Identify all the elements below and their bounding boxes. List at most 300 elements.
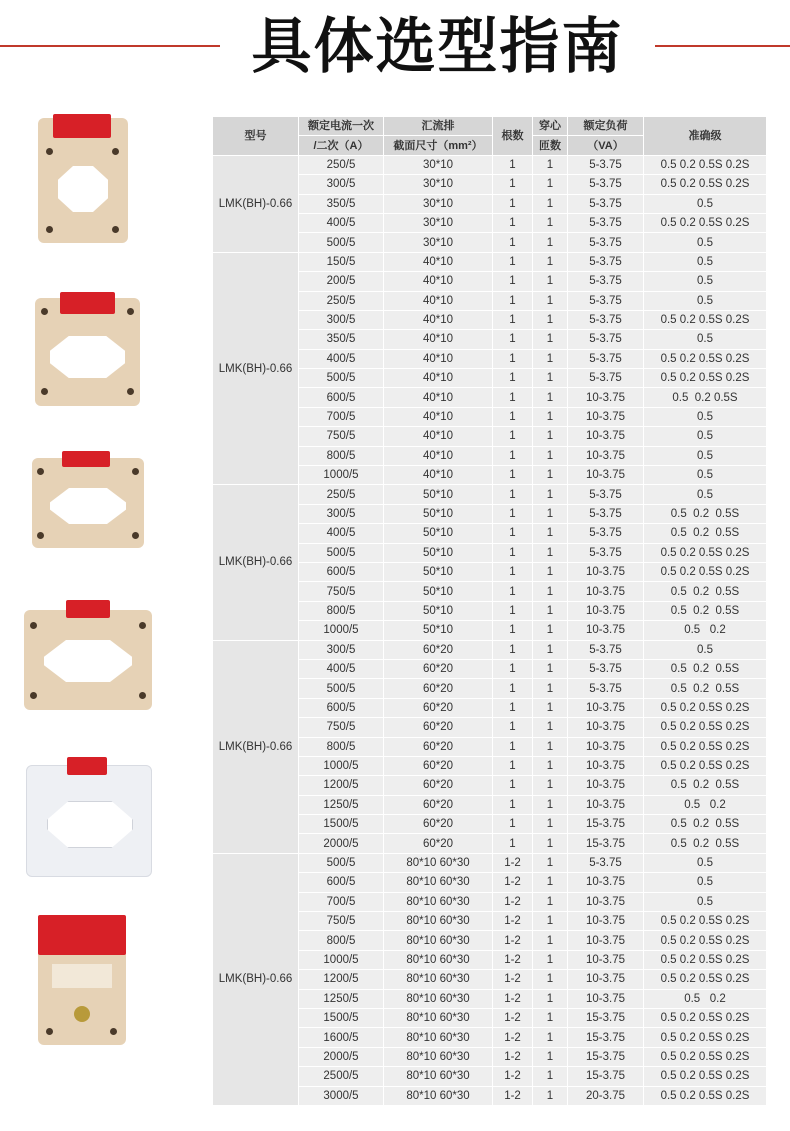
section-cell: 40*10	[384, 310, 493, 329]
turns-cell: 1	[493, 330, 533, 349]
current-cell: 300/5	[299, 310, 384, 329]
accuracy-cell: 0.5 0.2 0.5S	[644, 659, 767, 678]
section-cell: 60*20	[384, 679, 493, 698]
accuracy-cell: 0.5 0.2 0.5S	[644, 601, 767, 620]
turns-cell: 1	[493, 155, 533, 174]
accuracy-cell: 0.5 0.2	[644, 989, 767, 1008]
model-cell: LMK(BH)-0.66	[213, 252, 299, 485]
accuracy-cell: 0.5 0.2 0.5S 0.2S	[644, 155, 767, 174]
title-line-left	[0, 45, 220, 47]
load-cell: 5-3.75	[568, 349, 644, 368]
accuracy-cell: 0.5 0.2 0.5S	[644, 388, 767, 407]
current-cell: 750/5	[299, 912, 384, 931]
turns-cell: 1-2	[493, 853, 533, 872]
section-cell: 80*10 60*30	[384, 970, 493, 989]
load-cell: 10-3.75	[568, 989, 644, 1008]
turns-cell: 1	[493, 194, 533, 213]
load-cell: 5-3.75	[568, 853, 644, 872]
load-cell: 10-3.75	[568, 892, 644, 911]
section-cell: 60*20	[384, 698, 493, 717]
turns-cell: 1	[493, 737, 533, 756]
pass-cell: 1	[533, 233, 568, 252]
turns-cell: 1	[493, 601, 533, 620]
section-cell: 80*10 60*30	[384, 892, 493, 911]
header-accuracy: 准确级	[644, 117, 767, 156]
current-cell: 1600/5	[299, 1028, 384, 1047]
accuracy-cell: 0.5	[644, 853, 767, 872]
section-cell: 60*20	[384, 815, 493, 834]
accuracy-cell: 0.5 0.2 0.5S 0.2S	[644, 756, 767, 775]
accuracy-cell: 0.5 0.2 0.5S	[644, 504, 767, 523]
accuracy-cell: 0.5 0.2 0.5S 0.2S	[644, 970, 767, 989]
accuracy-cell: 0.5	[644, 272, 767, 291]
turns-cell: 1-2	[493, 1008, 533, 1027]
section-cell: 30*10	[384, 233, 493, 252]
section-cell: 30*10	[384, 213, 493, 232]
section-cell: 40*10	[384, 446, 493, 465]
turns-cell: 1	[493, 407, 533, 426]
accuracy-cell: 0.5 0.2 0.5S 0.2S	[644, 175, 767, 194]
current-cell: 750/5	[299, 427, 384, 446]
current-cell: 500/5	[299, 233, 384, 252]
current-cell: 1250/5	[299, 989, 384, 1008]
accuracy-cell: 0.5	[644, 466, 767, 485]
turns-cell: 1	[493, 466, 533, 485]
accuracy-cell: 0.5	[644, 485, 767, 504]
load-cell: 15-3.75	[568, 1008, 644, 1027]
current-cell: 1500/5	[299, 1008, 384, 1027]
accuracy-cell: 0.5 0.2 0.5S 0.2S	[644, 737, 767, 756]
terminal-tag	[60, 292, 115, 314]
pass-cell: 1	[533, 815, 568, 834]
current-cell: 500/5	[299, 679, 384, 698]
turns-cell: 1	[493, 272, 533, 291]
section-cell: 40*10	[384, 291, 493, 310]
accuracy-cell: 0.5	[644, 291, 767, 310]
current-cell: 600/5	[299, 562, 384, 581]
section-cell: 40*10	[384, 252, 493, 271]
current-cell: 800/5	[299, 446, 384, 465]
load-cell: 10-3.75	[568, 931, 644, 950]
current-cell: 750/5	[299, 718, 384, 737]
model-cell: LMK(BH)-0.66	[213, 485, 299, 640]
pass-cell: 1	[533, 427, 568, 446]
pass-cell: 1	[533, 970, 568, 989]
turns-cell: 1	[493, 233, 533, 252]
current-cell: 1250/5	[299, 795, 384, 814]
accuracy-cell: 0.5 0.2 0.5S 0.2S	[644, 912, 767, 931]
turns-cell: 1	[493, 756, 533, 775]
pass-cell: 1	[533, 776, 568, 795]
section-cell: 60*20	[384, 737, 493, 756]
load-cell: 5-3.75	[568, 330, 644, 349]
pass-cell: 1	[533, 504, 568, 523]
window-opening	[58, 166, 108, 212]
current-cell: 800/5	[299, 737, 384, 756]
current-cell: 1000/5	[299, 466, 384, 485]
turns-cell: 1	[493, 213, 533, 232]
header-current-ratio-1: 额定电流一次	[299, 117, 384, 136]
turns-cell: 1	[493, 834, 533, 853]
current-cell: 2000/5	[299, 1047, 384, 1066]
section-cell: 30*10	[384, 155, 493, 174]
pass-cell: 1	[533, 1047, 568, 1066]
load-cell: 5-3.75	[568, 310, 644, 329]
section-cell: 60*20	[384, 718, 493, 737]
section-cell: 80*10 60*30	[384, 1008, 493, 1027]
load-cell: 10-3.75	[568, 388, 644, 407]
terminal-tag	[62, 451, 110, 467]
pass-cell: 1	[533, 834, 568, 853]
section-cell: 80*10 60*30	[384, 1086, 493, 1105]
load-cell: 5-3.75	[568, 485, 644, 504]
turns-cell: 1	[493, 427, 533, 446]
product-image	[38, 118, 128, 243]
load-cell: 10-3.75	[568, 912, 644, 931]
section-cell: 40*10	[384, 349, 493, 368]
pass-cell: 1	[533, 892, 568, 911]
pass-cell: 1	[533, 310, 568, 329]
turns-cell: 1	[493, 776, 533, 795]
header-pass-through-2: 匝数	[533, 136, 568, 155]
pass-cell: 1	[533, 718, 568, 737]
turns-cell: 1	[493, 718, 533, 737]
pass-cell: 1	[533, 213, 568, 232]
section-cell: 50*10	[384, 582, 493, 601]
turns-cell: 1-2	[493, 1047, 533, 1066]
pass-cell: 1	[533, 155, 568, 174]
accuracy-cell: 0.5 0.2 0.5S 0.2S	[644, 718, 767, 737]
current-cell: 2500/5	[299, 1067, 384, 1086]
pass-cell: 1	[533, 175, 568, 194]
section-cell: 80*10 60*30	[384, 931, 493, 950]
turns-cell: 1-2	[493, 1086, 533, 1105]
accuracy-cell: 0.5 0.2 0.5S 0.2S	[644, 950, 767, 969]
pass-cell: 1	[533, 446, 568, 465]
section-cell: 80*10 60*30	[384, 989, 493, 1008]
pass-cell: 1	[533, 737, 568, 756]
section-cell: 50*10	[384, 543, 493, 562]
pass-cell: 1	[533, 272, 568, 291]
header-load-1: 额定负荷	[568, 117, 644, 136]
current-cell: 250/5	[299, 485, 384, 504]
turns-cell: 1	[493, 659, 533, 678]
turns-cell: 1	[493, 175, 533, 194]
pass-cell: 1	[533, 524, 568, 543]
current-cell: 800/5	[299, 931, 384, 950]
current-cell: 400/5	[299, 659, 384, 678]
current-cell: 600/5	[299, 698, 384, 717]
accuracy-cell: 0.5 0.2	[644, 621, 767, 640]
current-cell: 800/5	[299, 601, 384, 620]
accuracy-cell: 0.5 0.2 0.5S	[644, 834, 767, 853]
pass-cell: 1	[533, 931, 568, 950]
load-cell: 15-3.75	[568, 1047, 644, 1066]
section-cell: 40*10	[384, 369, 493, 388]
accuracy-cell: 0.5 0.2 0.5S 0.2S	[644, 562, 767, 581]
load-cell: 15-3.75	[568, 1028, 644, 1047]
accuracy-cell: 0.5	[644, 233, 767, 252]
current-cell: 2000/5	[299, 834, 384, 853]
accuracy-cell: 0.5	[644, 446, 767, 465]
load-cell: 5-3.75	[568, 175, 644, 194]
pass-cell: 1	[533, 756, 568, 775]
load-cell: 5-3.75	[568, 272, 644, 291]
pass-cell: 1	[533, 640, 568, 659]
turns-cell: 1-2	[493, 912, 533, 931]
load-cell: 10-3.75	[568, 718, 644, 737]
section-cell: 50*10	[384, 485, 493, 504]
current-cell: 1500/5	[299, 815, 384, 834]
turns-cell: 1	[493, 485, 533, 504]
model-cell: LMK(BH)-0.66	[213, 853, 299, 1105]
table-row	[213, 252, 767, 271]
current-cell: 3000/5	[299, 1086, 384, 1105]
pass-cell: 1	[533, 330, 568, 349]
turns-cell: 1	[493, 640, 533, 659]
window-opening	[50, 336, 125, 378]
current-cell: 400/5	[299, 349, 384, 368]
turns-cell: 1	[493, 524, 533, 543]
load-cell: 10-3.75	[568, 427, 644, 446]
section-cell: 80*10 60*30	[384, 1047, 493, 1066]
turns-cell: 1	[493, 310, 533, 329]
selection-table	[212, 116, 767, 1106]
pass-cell: 1	[533, 989, 568, 1008]
section-cell: 80*10 60*30	[384, 950, 493, 969]
load-cell: 5-3.75	[568, 369, 644, 388]
turns-cell: 1	[493, 388, 533, 407]
pass-cell: 1	[533, 543, 568, 562]
pass-cell: 1	[533, 698, 568, 717]
pass-cell: 1	[533, 194, 568, 213]
pass-cell: 1	[533, 562, 568, 581]
load-cell: 10-3.75	[568, 621, 644, 640]
current-cell: 200/5	[299, 272, 384, 291]
load-cell: 10-3.75	[568, 466, 644, 485]
terminal-tag	[53, 114, 111, 138]
turns-cell: 1	[493, 504, 533, 523]
turns-cell: 1	[493, 562, 533, 581]
terminal-tag	[66, 600, 110, 618]
current-cell: 1000/5	[299, 950, 384, 969]
load-cell: 5-3.75	[568, 213, 644, 232]
current-cell: 1000/5	[299, 621, 384, 640]
accuracy-cell: 0.5 0.2 0.5S	[644, 524, 767, 543]
section-cell: 60*20	[384, 659, 493, 678]
load-cell: 10-3.75	[568, 776, 644, 795]
current-cell: 500/5	[299, 853, 384, 872]
current-cell: 400/5	[299, 213, 384, 232]
load-cell: 5-3.75	[568, 543, 644, 562]
turns-cell: 1	[493, 291, 533, 310]
current-cell: 250/5	[299, 291, 384, 310]
product-image	[32, 458, 144, 548]
table-row	[213, 640, 767, 659]
section-cell: 40*10	[384, 330, 493, 349]
current-cell: 350/5	[299, 330, 384, 349]
accuracy-cell: 0.5 0.2 0.5S 0.2S	[644, 310, 767, 329]
pass-cell: 1	[533, 252, 568, 271]
nameplate	[52, 964, 112, 988]
accuracy-cell: 0.5	[644, 873, 767, 892]
product-image	[26, 765, 152, 877]
load-cell: 15-3.75	[568, 834, 644, 853]
accuracy-cell: 0.5	[644, 892, 767, 911]
table-row	[213, 155, 767, 174]
accuracy-cell: 0.5	[644, 330, 767, 349]
section-cell: 40*10	[384, 407, 493, 426]
accuracy-cell: 0.5 0.2 0.5S 0.2S	[644, 1047, 767, 1066]
load-cell: 5-3.75	[568, 291, 644, 310]
pass-cell: 1	[533, 659, 568, 678]
turns-cell: 1	[493, 543, 533, 562]
pass-cell: 1	[533, 388, 568, 407]
pass-cell: 1	[533, 601, 568, 620]
accuracy-cell: 0.5 0.2 0.5S 0.2S	[644, 698, 767, 717]
load-cell: 15-3.75	[568, 1067, 644, 1086]
pass-cell: 1	[533, 1028, 568, 1047]
load-cell: 5-3.75	[568, 252, 644, 271]
section-cell: 60*20	[384, 640, 493, 659]
current-cell: 1200/5	[299, 970, 384, 989]
model-cell: LMK(BH)-0.66	[213, 155, 299, 252]
header-current-ratio-2: /二次（A）	[299, 136, 384, 155]
turns-cell: 1	[493, 815, 533, 834]
current-cell: 300/5	[299, 504, 384, 523]
accuracy-cell: 0.5 0.2 0.5S 0.2S	[644, 1067, 767, 1086]
pass-cell: 1	[533, 795, 568, 814]
load-cell: 10-3.75	[568, 756, 644, 775]
turns-cell: 1	[493, 795, 533, 814]
header-pass-through-1: 穿心	[533, 117, 568, 136]
pass-cell: 1	[533, 466, 568, 485]
section-cell: 40*10	[384, 388, 493, 407]
load-cell: 10-3.75	[568, 873, 644, 892]
load-cell: 5-3.75	[568, 524, 644, 543]
turns-cell: 1-2	[493, 1028, 533, 1047]
load-cell: 5-3.75	[568, 155, 644, 174]
header-turns: 根数	[493, 117, 533, 156]
pass-cell: 1	[533, 349, 568, 368]
current-cell: 700/5	[299, 407, 384, 426]
turns-cell: 1	[493, 252, 533, 271]
section-cell: 80*10 60*30	[384, 1028, 493, 1047]
product-image	[35, 298, 140, 406]
turns-cell: 1	[493, 679, 533, 698]
table-row	[213, 853, 767, 872]
pass-cell: 1	[533, 621, 568, 640]
section-cell: 50*10	[384, 504, 493, 523]
pass-cell: 1	[533, 950, 568, 969]
load-cell: 10-3.75	[568, 698, 644, 717]
product-image	[38, 920, 126, 1045]
header-model: 型号	[213, 117, 299, 156]
current-cell: 750/5	[299, 582, 384, 601]
load-cell: 5-3.75	[568, 194, 644, 213]
load-cell: 10-3.75	[568, 582, 644, 601]
current-cell: 250/5	[299, 155, 384, 174]
accuracy-cell: 0.5	[644, 427, 767, 446]
accuracy-cell: 0.5 0.2 0.5S 0.2S	[644, 369, 767, 388]
load-cell: 10-3.75	[568, 950, 644, 969]
current-cell: 500/5	[299, 369, 384, 388]
pass-cell: 1	[533, 485, 568, 504]
section-cell: 80*10 60*30	[384, 912, 493, 931]
pass-cell: 1	[533, 369, 568, 388]
table-row	[213, 485, 767, 504]
turns-cell: 1-2	[493, 873, 533, 892]
turns-cell: 1-2	[493, 931, 533, 950]
section-cell: 50*10	[384, 621, 493, 640]
turns-cell: 1	[493, 349, 533, 368]
load-cell: 5-3.75	[568, 679, 644, 698]
section-cell: 60*20	[384, 756, 493, 775]
pass-cell: 1	[533, 407, 568, 426]
section-cell: 80*10 60*30	[384, 873, 493, 892]
pass-cell: 1	[533, 679, 568, 698]
header-busbar-section: 截面尺寸（mm²）	[384, 136, 493, 155]
accuracy-cell: 0.5 0.2 0.5S 0.2S	[644, 543, 767, 562]
current-cell: 600/5	[299, 873, 384, 892]
load-cell: 5-3.75	[568, 504, 644, 523]
table-body	[213, 155, 767, 1105]
title-line-right	[655, 45, 790, 47]
load-cell: 5-3.75	[568, 659, 644, 678]
load-cell: 5-3.75	[568, 640, 644, 659]
pass-cell: 1	[533, 873, 568, 892]
section-cell: 80*10 60*30	[384, 1067, 493, 1086]
accuracy-cell: 0.5 0.2 0.5S 0.2S	[644, 1008, 767, 1027]
pass-cell: 1	[533, 1008, 568, 1027]
pass-cell: 1	[533, 582, 568, 601]
section-cell: 80*10 60*30	[384, 853, 493, 872]
load-cell: 10-3.75	[568, 795, 644, 814]
accuracy-cell: 0.5 0.2 0.5S 0.2S	[644, 1028, 767, 1047]
accuracy-cell: 0.5 0.2 0.5S	[644, 776, 767, 795]
turns-cell: 1-2	[493, 1067, 533, 1086]
load-cell: 10-3.75	[568, 737, 644, 756]
page-title: 具体选型指南	[251, 12, 624, 82]
load-cell: 10-3.75	[568, 562, 644, 581]
section-cell: 60*20	[384, 795, 493, 814]
current-cell: 700/5	[299, 892, 384, 911]
accuracy-cell: 0.5 0.2 0.5S 0.2S	[644, 931, 767, 950]
accuracy-cell: 0.5	[644, 194, 767, 213]
load-cell: 10-3.75	[568, 407, 644, 426]
current-cell: 150/5	[299, 252, 384, 271]
current-cell: 1200/5	[299, 776, 384, 795]
turns-cell: 1-2	[493, 950, 533, 969]
current-cell: 400/5	[299, 524, 384, 543]
accuracy-cell: 0.5 0.2 0.5S	[644, 815, 767, 834]
header-load-2: （VA）	[568, 136, 644, 155]
accuracy-cell: 0.5 0.2 0.5S 0.2S	[644, 213, 767, 232]
load-cell: 5-3.75	[568, 233, 644, 252]
model-cell: LMK(BH)-0.66	[213, 640, 299, 853]
turns-cell: 1	[493, 621, 533, 640]
current-cell: 600/5	[299, 388, 384, 407]
section-cell: 50*10	[384, 601, 493, 620]
pass-cell: 1	[533, 291, 568, 310]
turns-cell: 1	[493, 582, 533, 601]
accuracy-cell: 0.5 0.2 0.5S 0.2S	[644, 1086, 767, 1105]
turns-cell: 1	[493, 698, 533, 717]
terminal-tag	[38, 915, 126, 955]
section-cell: 60*20	[384, 776, 493, 795]
pass-cell: 1	[533, 853, 568, 872]
product-images	[0, 110, 205, 1120]
